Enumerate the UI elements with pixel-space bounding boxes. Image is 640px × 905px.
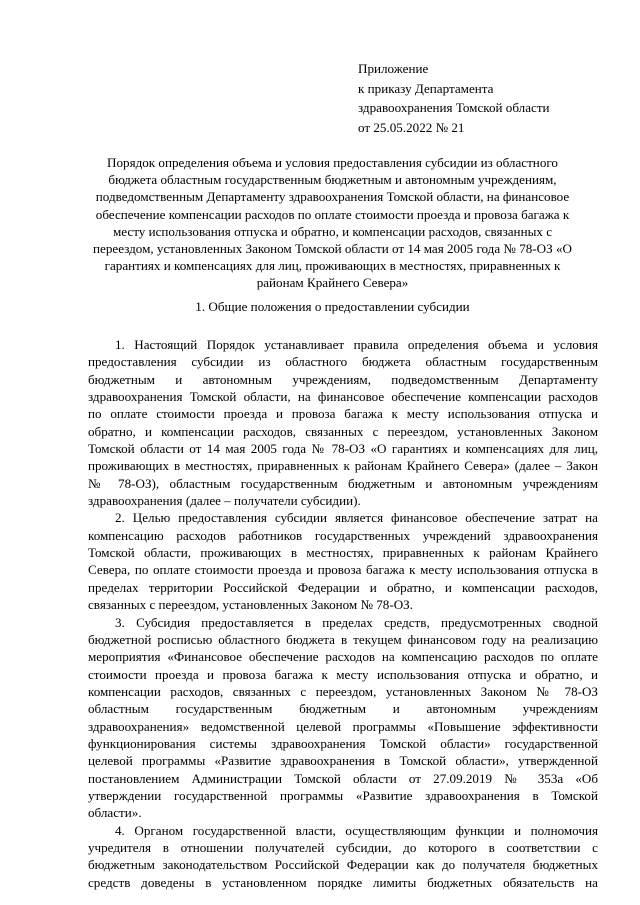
paragraph-line: областным государственным бюджетным и автономным учреждениям — [88, 701, 598, 717]
paragraph-line: здравоохранения Томской области, на финансовое обеспечение компенсации расходов — [88, 389, 598, 405]
document-body — [88, 336, 598, 891]
paragraph-3 — [88, 614, 598, 822]
paragraph-line: бюджетной росписью областного бюджета в текущем финансовом году на реализацию — [88, 631, 598, 647]
paragraph-line: 3. Субсидия предоставляется в пределах средств, предусмотренных сводной — [115, 614, 598, 630]
paragraph-line: мероприятия «Финансовое обеспечение расходов на компенсацию расходов по оплате — [88, 649, 598, 665]
paragraph-line: Томской области, проживающих в местностях, приравненных к районам Крайнего — [88, 545, 598, 561]
paragraph-2 — [88, 509, 598, 613]
title-line: обеспечение компенсации расходов по оплате стоимости проезда и провоза багажа к — [95, 206, 570, 222]
paragraph-line: средств доведены в установленном порядке лимиты бюджетных обязательств на — [88, 874, 598, 890]
paragraph-line: утверждении государственной программы «Развитие здравоохранения в Томской — [88, 787, 598, 803]
section-heading: 1. Общие положения о предоставлении субсидии — [195, 299, 470, 314]
approval-block — [358, 59, 618, 137]
paragraph-line: по оплате стоимости проезда и провоза багажа к месту использования отпуска и — [88, 406, 598, 422]
paragraph-line: компенсацию расходов работников государственных учреждений здравоохранения — [88, 527, 598, 543]
paragraph-line: стоимости проезда и провоза багажа к месту использования отпуска и обратно, и — [88, 666, 598, 682]
document-title — [70, 154, 595, 292]
paragraph-line: учредителя в отношении получателей субсидии, до которого в соответствии с — [88, 839, 598, 855]
paragraph-line: бюджетным и автономным учреждениям, подведомственным Департаменту — [88, 371, 598, 387]
paragraph-line: 2. Целью предоставления субсидии является финансовое обеспечение затрат на — [115, 510, 598, 526]
paragraph-line: № 78-ОЗ), областным государственным бюджетным и автономным учреждениям — [88, 475, 598, 491]
paragraph-line: постановлением Администрации Томской области от 27.09.2019 № 353а «Об — [88, 770, 598, 786]
paragraph-line: предоставления субсидии из областного бюджета областным государственным — [88, 354, 598, 370]
paragraph-line: здравоохранения (далее – получатели субсидии). — [88, 493, 361, 509]
approval-line-date: от 25.05.2022 № 21 — [358, 119, 465, 135]
title-line: переездом, установленных Законом Томской области от 14 мая 2005 года № 78-ОЗ «О — [93, 241, 572, 257]
paragraph-line: 1. Настоящий Порядок устанавливает правила определения объема и условия — [115, 337, 598, 352]
paragraph-line: 4. Органом государственной власти, осуществляющим функции и полномочия — [115, 822, 598, 838]
paragraph-line: целевой программы «Развитие здравоохранения в Томской области», утвержденной — [88, 753, 598, 769]
paragraph-line: пределах территории Российской Федерации и обратно, и компенсации расходов, — [88, 579, 598, 595]
title-line: районам Крайнего Севера» — [256, 275, 409, 291]
title-line: подведомственным Департаменту здравоохранения Томской области, на финансовое — [95, 189, 570, 205]
paragraph-line: Томской области от 14 мая 2005 года № 78-ОЗ «О гарантиях и компенсациях для лиц, — [88, 441, 598, 457]
approval-line-order: к приказу Департамента — [358, 80, 494, 96]
paragraph-line: обратно, и компенсации расходов, связанных с переездом, установленных Законом — [88, 423, 598, 439]
title-line: гарантиях и компенсациях для лиц, проживающих в местностях, приравненных к — [104, 258, 561, 274]
approval-line-department: здравоохранения Томской области — [358, 100, 550, 115]
approval-line-annex: Приложение — [358, 61, 429, 76]
title-line: Порядок определения объема и условия предоставления субсидии из областного — [107, 155, 558, 170]
title-line: месту использования отпуска и обратно, и компенсации расходов, связанных с — [112, 223, 553, 239]
paragraph-1 — [88, 336, 598, 509]
paragraph-4 — [88, 822, 598, 891]
paragraph-line: компенсации расходов, связанных с переездом, установленных Законом № 78-ОЗ — [88, 683, 598, 699]
title-line: бюджета областным государственным бюджетным и автономным учреждениям, — [108, 172, 557, 188]
paragraph-line: области». — [88, 805, 142, 821]
paragraph-line: бюджетным законодательством Российской Федерации как до получателя бюджетных — [88, 857, 598, 873]
paragraph-line: здравоохранения» ведомственной целевой программы «Повышение эффективности — [88, 718, 598, 734]
paragraph-line: функционирования системы здравоохранения Томской области» государственной — [88, 735, 598, 751]
paragraph-line: Севера, по оплате стоимости проезда и провоза багажа к месту использования отпуска в — [88, 562, 598, 578]
paragraph-line: проживающих в местностях, приравненных к районам Крайнего Севера» (далее – Закон — [88, 458, 598, 474]
paragraph-line: связанных с переездом, установленных Законом № 78-ОЗ. — [88, 597, 414, 613]
